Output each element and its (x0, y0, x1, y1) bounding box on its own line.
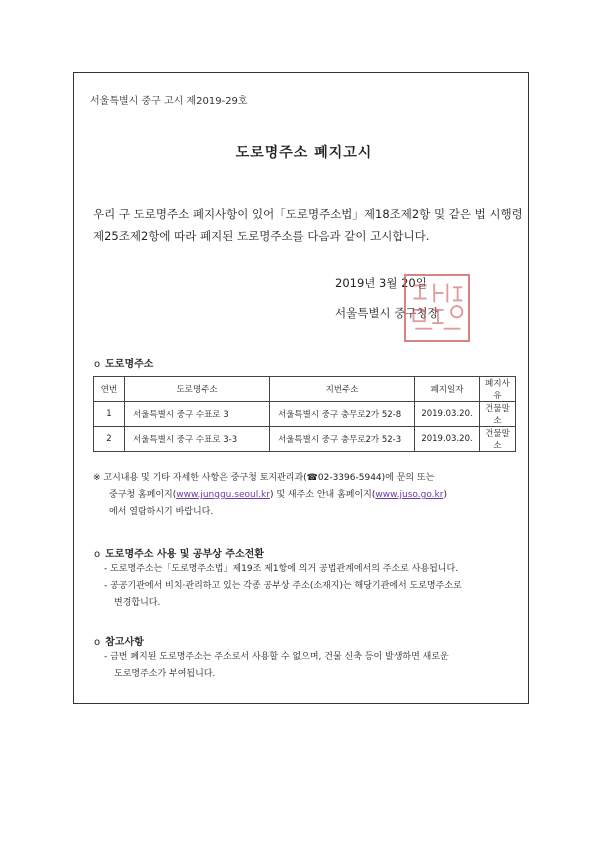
cell-date: 2019.03.20. (415, 427, 480, 452)
col-header-date: 폐지일자 (415, 377, 480, 402)
col-header-lot-address: 지번주소 (270, 377, 415, 402)
note-text-2c: ) (443, 490, 447, 500)
juso-homepage-link[interactable]: www.juso.go.kr (375, 490, 444, 500)
section-heading-usage (94, 545, 264, 560)
cell-lot-address: 서울특별시 중구 충무로2가 52-3 (270, 427, 415, 452)
note-line-2 (93, 487, 523, 504)
junggu-homepage-link[interactable]: www.junggu.seoul.kr (176, 490, 270, 500)
address-table (93, 376, 516, 452)
section-title: 도로명주소 사용 및 공부상 주소전환 (105, 549, 264, 560)
list-item-continuation: 변경합니다. (114, 598, 161, 608)
intro-line-2: 제25조제2항에 따라 폐지된 도로명주소를 다음과 같이 고시합니다. (93, 229, 430, 243)
intro-line-1: 우리 구 도로명주소 폐지사항이 있어「도로명주소법」제18조제2항 및 같은 법 시행령 (93, 207, 523, 221)
col-header-road-address: 도로명주소 (125, 377, 270, 402)
notice-date: 2019년 3월 20일 (335, 276, 427, 290)
official-seal-icon (404, 274, 470, 342)
table-row (94, 427, 516, 452)
section-heading-addresses (94, 355, 153, 370)
issuer-name: 서울특별시 중구청장 (335, 306, 439, 320)
intro-paragraph (93, 203, 523, 247)
list-item: - 금번 폐지된 도로명주소는 주소로서 사용할 수 없으며, 건물 신축 등이 발생하면 새로운 (104, 652, 449, 662)
section-bullet: o (94, 637, 101, 648)
cell-lot-address: 서울특별시 중구 충무로2가 52-8 (270, 402, 415, 427)
section-title: 참고사항 (105, 637, 144, 648)
note-line-3: 에서 열람하시기 바랍니다. (109, 507, 214, 517)
section-bullet: o (94, 549, 101, 560)
inquiry-note (93, 470, 523, 521)
list-item: - 공공기관에서 비치·관리하고 있는 각종 공부상 주소(소재지)는 해당기관에서 도로명주소로 (104, 581, 462, 591)
cell-no: 2 (94, 427, 125, 452)
table-header-row (94, 377, 516, 402)
note-text-2a: 중구청 홈페이지( (109, 490, 177, 500)
cell-date: 2019.03.20. (415, 402, 480, 427)
table-row (94, 402, 516, 427)
cell-reason: 건물말소 (480, 427, 516, 452)
cell-no: 1 (94, 402, 125, 427)
cell-road-address: 서울특별시 중구 수표로 3 (125, 402, 270, 427)
note-text-2b: ) 및 새주소 안내 홈페이지( (269, 490, 376, 500)
col-header-no: 연번 (94, 377, 125, 402)
section-bullet: o (94, 359, 101, 370)
note-mark: ※ (93, 473, 101, 483)
usage-list (104, 561, 514, 612)
reference-list (104, 649, 514, 683)
list-item: - 도로명주소는「도로명주소법」제19조 제1항에 의거 공법관계에서의 주소로 사용됩니다. (104, 564, 459, 574)
cell-road-address: 서울특별시 중구 수표로 3-3 (125, 427, 270, 452)
notice-number: 서울특별시 중구 고시 제2019-29호 (90, 96, 248, 107)
cell-reason: 건물말소 (480, 402, 516, 427)
seal-graphic (406, 276, 468, 340)
col-header-reason: 폐지사유 (480, 377, 516, 402)
document-title: 도로명주소 폐지고시 (235, 145, 373, 161)
note-text-1: 고시내용 및 기타 자세한 사항은 중구청 토지관리과(☎02-3396-5944)에 문의 또는 (103, 473, 435, 483)
note-line-1 (93, 470, 523, 487)
list-item-continuation: 도로명주소가 부여됩니다. (114, 669, 216, 679)
section-heading-reference (94, 633, 144, 648)
section-title: 도로명주소 (105, 359, 154, 370)
